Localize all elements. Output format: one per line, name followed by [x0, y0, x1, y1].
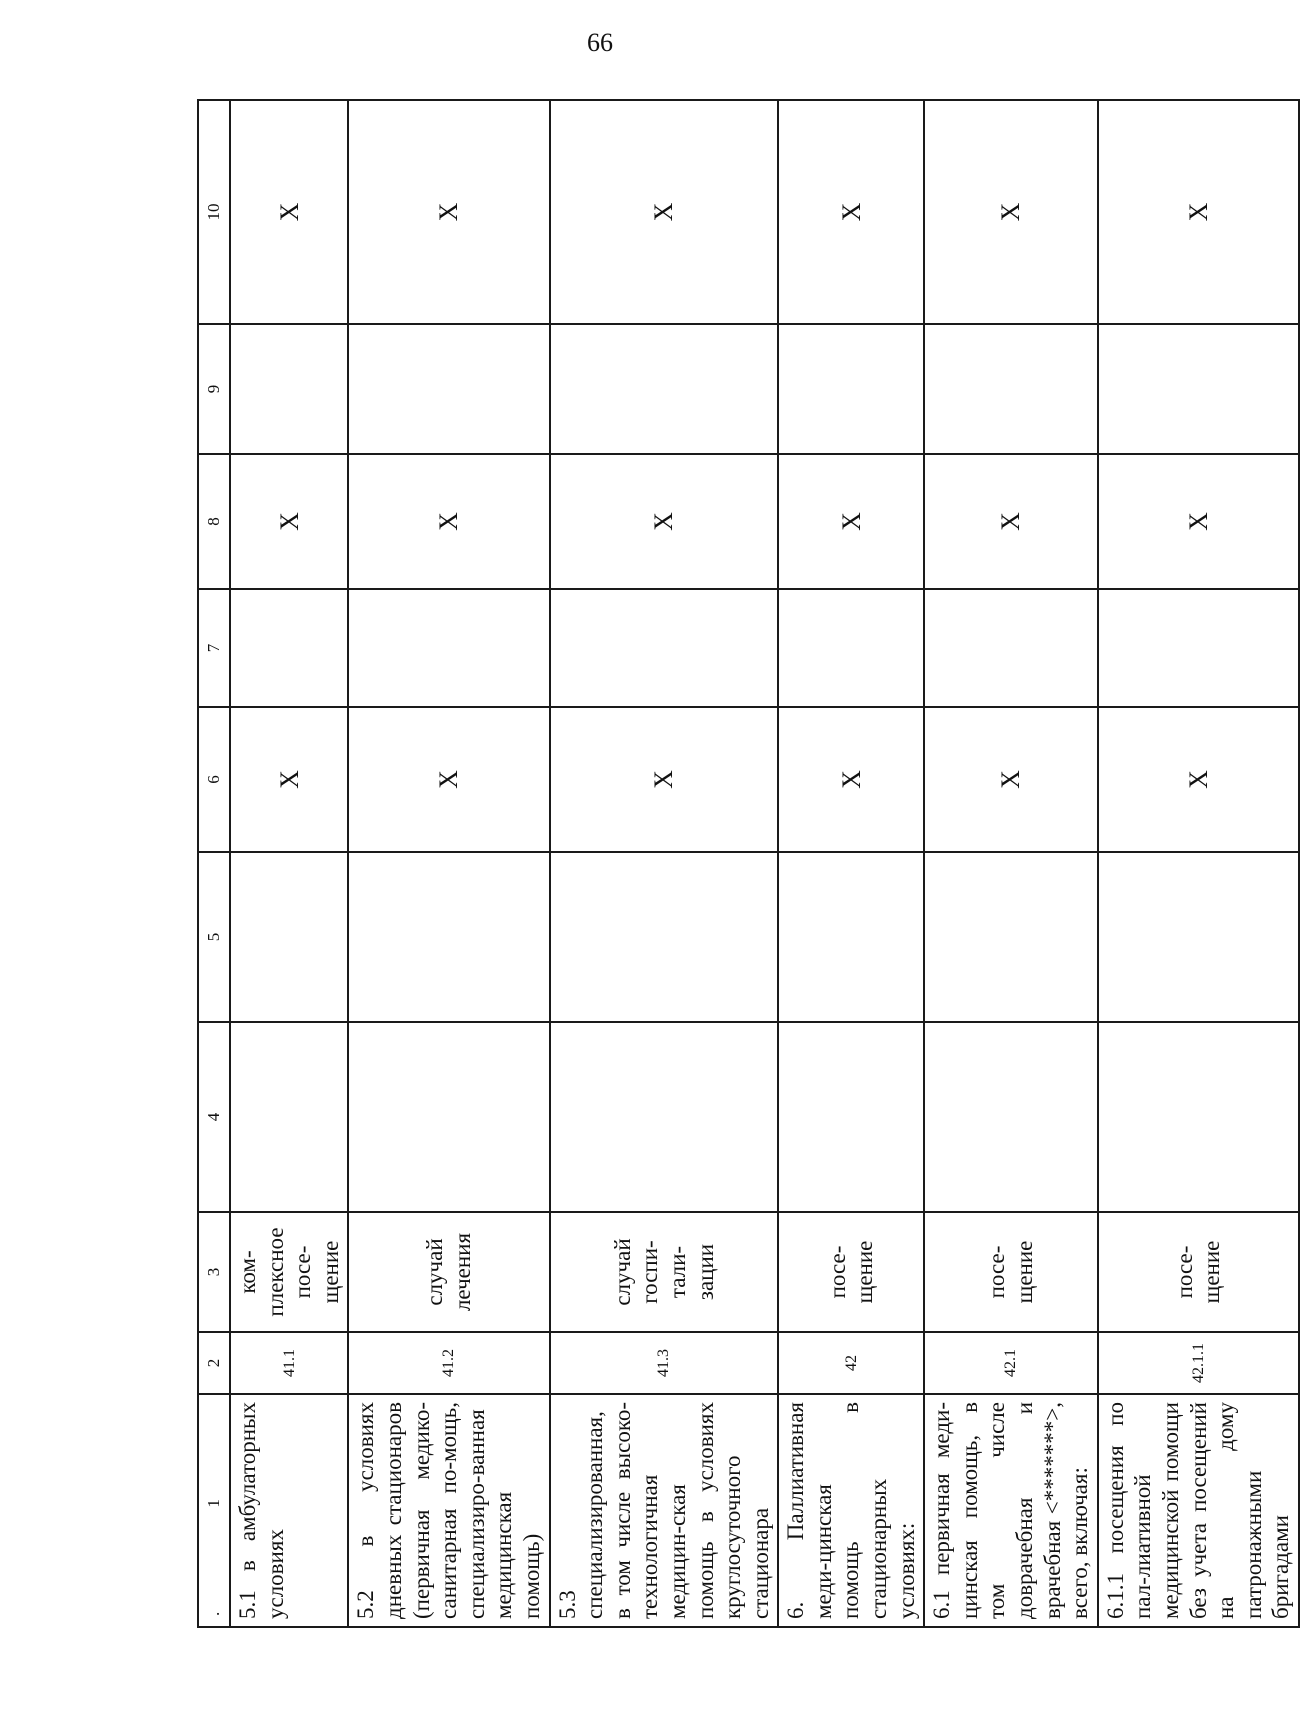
cell-c4 — [924, 1022, 1098, 1212]
cell-c8: Х — [348, 454, 549, 589]
table-row — [778, 100, 924, 1627]
cell-c8: Х — [778, 454, 924, 589]
row-name: 5.1 в амбулаторных условиях — [230, 1394, 348, 1627]
row-code: 41.3 — [550, 1332, 779, 1394]
row-name: 6.1 первичная меди-цинская помощь, в том числе доврачебная и врачебная <*******>, всего, включая: — [924, 1394, 1098, 1627]
cell-c8: Х — [924, 454, 1098, 589]
indicator-table — [197, 99, 1300, 1628]
cell-c6: Х — [1098, 707, 1299, 852]
cell-c9 — [230, 324, 348, 454]
cell-c10: Х — [778, 100, 924, 324]
cell-c4 — [348, 1022, 549, 1212]
row-unit: посе-щение — [778, 1212, 924, 1332]
row-code: 42 — [778, 1332, 924, 1394]
row-unit: случай лечения — [348, 1212, 549, 1332]
row-unit: посе-щение — [1098, 1212, 1299, 1332]
cell-c7 — [778, 589, 924, 707]
table-row — [550, 100, 779, 1627]
cell-c6: Х — [924, 707, 1098, 852]
cell-c5 — [550, 852, 779, 1022]
cell-c4 — [1098, 1022, 1299, 1212]
cell-c9 — [778, 324, 924, 454]
column-header: 5 — [198, 852, 230, 1022]
cell-c7 — [924, 589, 1098, 707]
table-row — [1098, 100, 1299, 1627]
cell-c9 — [348, 324, 549, 454]
cell-c7 — [230, 589, 348, 707]
table-row — [924, 100, 1098, 1627]
cell-c9 — [924, 324, 1098, 454]
row-name: 6. Паллиативная меди-цинская помощь в стационарных условиях: — [778, 1394, 924, 1627]
row-unit: случай госпи-тали-зации — [550, 1212, 779, 1332]
row-name: 5.2 в условиях дневных стационаров (первичная медико-санитарная по-мощь, специализиро-ванная медицинская помощь) — [348, 1394, 549, 1627]
column-header: 3 — [198, 1212, 230, 1332]
cell-c9 — [550, 324, 779, 454]
row-code: 41.1 — [230, 1332, 348, 1394]
cell-c7 — [1098, 589, 1299, 707]
column-header: 9 — [198, 324, 230, 454]
row-code: 42.1 — [924, 1332, 1098, 1394]
header-mark: . — [203, 1611, 223, 1616]
row-name: 5.3 специализированная, в том числе высоко-технологичная медицин-ская помощь в условиях круглосуточного стационара — [550, 1394, 779, 1627]
cell-c5 — [348, 852, 549, 1022]
row-unit: ком-плексное посе-щение — [230, 1212, 348, 1332]
cell-c5 — [230, 852, 348, 1022]
table-row — [230, 100, 348, 1627]
cell-c8: Х — [1098, 454, 1299, 589]
cell-c9 — [1098, 324, 1299, 454]
column-header: 2 — [198, 1332, 230, 1394]
cell-c6: Х — [348, 707, 549, 852]
cell-c4 — [230, 1022, 348, 1212]
cell-c5 — [1098, 852, 1299, 1022]
cell-c6: Х — [550, 707, 779, 852]
cell-c4 — [778, 1022, 924, 1212]
rotated-table-wrapper — [197, 101, 1294, 1628]
row-name: 6.1.1 посещения по пал-лиативной медицинской помощи без учета посещений на дому патронажными бригадами — [1098, 1394, 1299, 1627]
cell-c7 — [348, 589, 549, 707]
cell-c6: Х — [230, 707, 348, 852]
cell-c10: Х — [348, 100, 549, 324]
cell-c5 — [924, 852, 1098, 1022]
row-code: 41.2 — [348, 1332, 549, 1394]
cell-c10: Х — [550, 100, 779, 324]
cell-c10: Х — [230, 100, 348, 324]
row-unit: посе-щение — [924, 1212, 1098, 1332]
cell-c8: Х — [550, 454, 779, 589]
cell-c10: Х — [924, 100, 1098, 324]
column-header: 8 — [198, 454, 230, 589]
page-number: 66 — [587, 28, 613, 57]
column-header: 4 — [198, 1022, 230, 1212]
column-header: . 1 — [198, 1394, 230, 1627]
column-header: 6 — [198, 707, 230, 852]
cell-c5 — [778, 852, 924, 1022]
table-row — [348, 100, 549, 1627]
cell-c10: Х — [1098, 100, 1299, 324]
row-code: 42.1.1 — [1098, 1332, 1299, 1394]
cell-c8: Х — [230, 454, 348, 589]
cell-c7 — [550, 589, 779, 707]
column-header: 7 — [198, 589, 230, 707]
column-number-row — [198, 100, 230, 1627]
column-header: 10 — [198, 100, 230, 324]
cell-c4 — [550, 1022, 779, 1212]
cell-c6: Х — [778, 707, 924, 852]
